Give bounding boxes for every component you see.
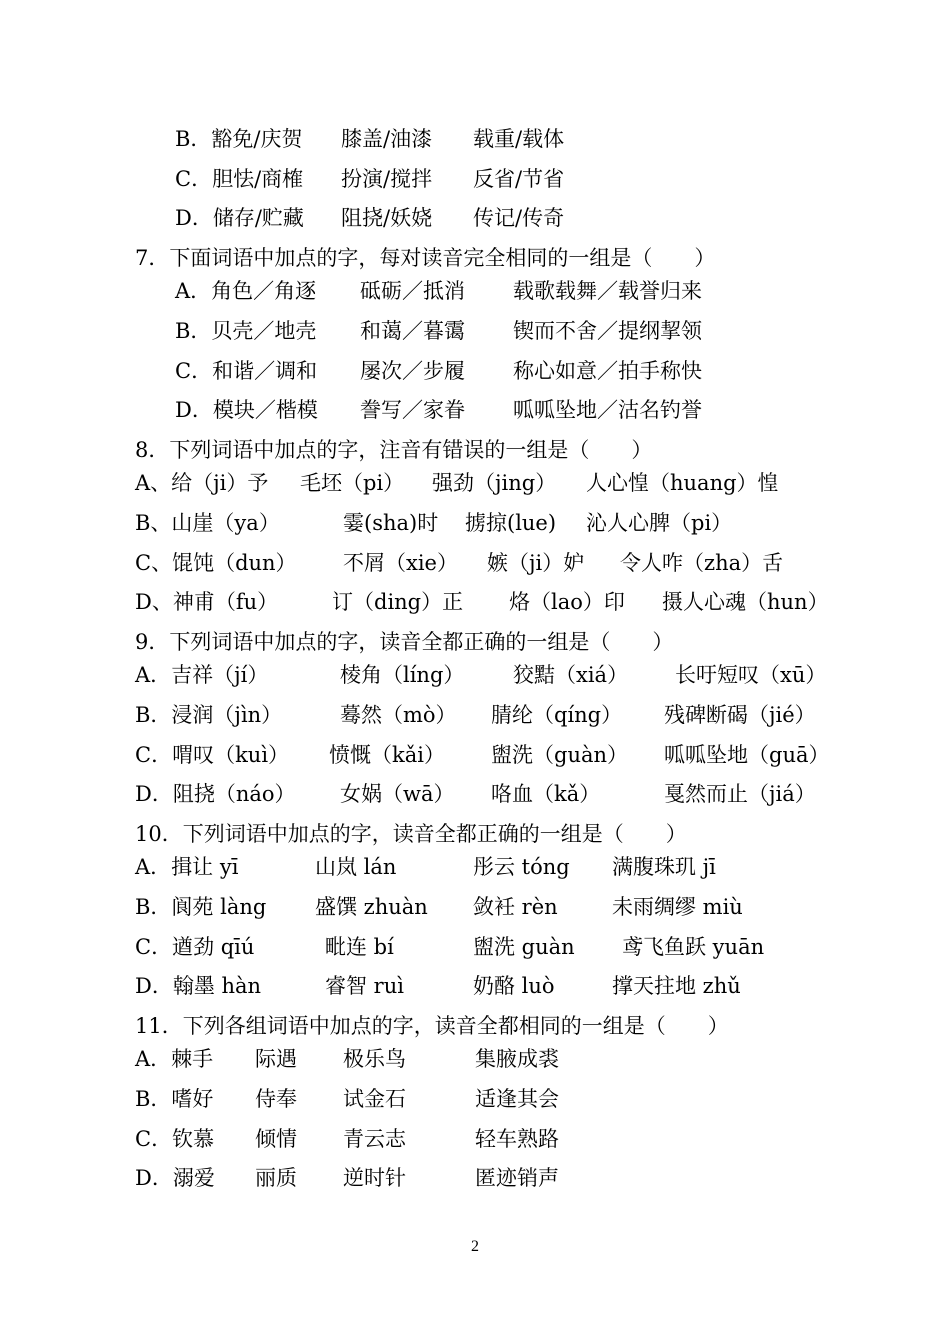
q11-c-item-1: C．钦慕 xyxy=(135,1127,215,1151)
q10-d-item-3: 奶酪 luò xyxy=(473,974,555,998)
q9-a-item-2: 棱角（líng） xyxy=(340,663,465,687)
q9-c-item-2: 愤慨（kǎi） xyxy=(329,743,445,767)
q8-a-item-2: 毛坯（pi） xyxy=(300,471,405,495)
q8-d-item-2: 订（ding）正 xyxy=(332,590,464,614)
q9-stem: 9．下列词语中加点的字，读音全都正确的一组是（ ） xyxy=(135,630,674,654)
page-number: 2 xyxy=(471,1238,479,1255)
q8-d-item-1: D、神甫（fu） xyxy=(135,590,279,614)
q8-c-item-4: 令人咋（zha）舌 xyxy=(620,551,784,575)
q10-a-item-1: A．揖让 yī xyxy=(135,855,239,879)
q10-c-item-3: 盥洗 guàn xyxy=(473,935,575,959)
q8-c-item-2: 不屑（xie） xyxy=(343,551,458,575)
q6-d-item-3: 传记/传奇 xyxy=(473,206,565,230)
q11-a-item-3: 极乐鸟 xyxy=(343,1047,406,1071)
q9-c-item-3: 盥洗（guàn） xyxy=(491,743,629,767)
q10-d-item-1: D．翰墨 hàn xyxy=(135,974,262,998)
q7-d-item-1: D．模块／楷模 xyxy=(175,398,318,422)
q11-a-item-1: A．棘手 xyxy=(135,1047,214,1071)
q7-b-item-3: 锲而不舍／提纲挈领 xyxy=(513,319,702,343)
q11-d-item-4: 匿迹销声 xyxy=(475,1166,559,1190)
q8-stem: 8．下列词语中加点的字，注音有错误的一组是（ ） xyxy=(135,438,653,462)
q7-d-item-3: 呱呱坠地／沽名钓誉 xyxy=(513,398,702,422)
q6-b-item-1: B．豁免/庆贺 xyxy=(175,127,303,151)
q11-a-item-4: 集腋成裘 xyxy=(475,1047,559,1071)
q10-b-item-2: 盛馔 zhuàn xyxy=(315,895,428,919)
q9-a-item-1: A．吉祥（jí） xyxy=(135,663,269,687)
q10-a-item-4: 满腹珠玑 jī xyxy=(612,855,716,879)
q7-c-item-3: 称心如意／拍手称快 xyxy=(513,359,702,383)
q11-c-item-4: 轻车熟路 xyxy=(475,1127,559,1151)
q11-b-item-1: B．嗜好 xyxy=(135,1087,214,1111)
q7-a-item-1: A．角色／角逐 xyxy=(175,279,317,303)
q9-a-item-4: 长吁短叹（xū） xyxy=(675,663,827,687)
q9-a-item-3: 狡黠（xiá） xyxy=(513,663,629,687)
q9-d-item-2: 女娲（wā） xyxy=(340,782,455,806)
q9-d-item-4: 戛然而止（jiá） xyxy=(664,782,816,806)
q9-d-item-1: D．阻挠（náo） xyxy=(135,782,296,806)
q8-a-item-4: 人心惶（huang）惶 xyxy=(586,471,779,495)
q6-b-item-3: 载重/载体 xyxy=(473,127,565,151)
q11-b-item-2: 侍奉 xyxy=(255,1087,297,1111)
q10-c-item-1: C．遒劲 qīú xyxy=(135,935,255,959)
q10-b-item-4: 未雨绸缪 miù xyxy=(612,895,743,919)
q8-b-item-2: 霎(sha)时 xyxy=(343,511,439,535)
q8-d-item-4: 摄人心魂（hun） xyxy=(662,590,829,614)
q9-c-item-1: C．喟叹（kuì） xyxy=(135,743,290,767)
q7-stem: 7．下面词语中加点的字，每对读音完全相同的一组是（ ） xyxy=(135,246,716,270)
q11-b-item-4: 适逢其会 xyxy=(475,1087,559,1111)
q7-d-item-2: 誊写／家眷 xyxy=(360,398,465,422)
q9-b-item-4: 残碑断碣（jié） xyxy=(664,703,816,727)
q10-a-item-2: 山岚 lán xyxy=(315,855,397,879)
q10-b-item-3: 敛衽 rèn xyxy=(473,895,558,919)
q11-c-item-2: 倾情 xyxy=(255,1127,297,1151)
q8-c-item-3: 嫉（ji）妒 xyxy=(487,551,585,575)
q10-d-item-4: 撑天拄地 zhǔ xyxy=(612,974,741,998)
q8-b-item-3: 掳掠(lue) xyxy=(465,511,557,535)
q11-a-item-2: 际遇 xyxy=(255,1047,297,1071)
q7-a-item-2: 砥砺／抵消 xyxy=(360,279,465,303)
q7-c-item-1: C．和谐／调和 xyxy=(175,359,318,383)
q7-a-item-3: 载歌载舞／载誉归来 xyxy=(513,279,702,303)
q11-d-item-2: 丽质 xyxy=(255,1166,297,1190)
q11-d-item-3: 逆时针 xyxy=(343,1166,406,1190)
q11-d-item-1: D．溺爱 xyxy=(135,1166,215,1190)
q10-d-item-2: 睿智 ruì xyxy=(325,974,404,998)
q10-stem: 10．下列词语中加点的字，读音全都正确的一组是（ ） xyxy=(135,822,687,846)
q11-b-item-3: 试金石 xyxy=(343,1087,406,1111)
q8-b-item-4: 沁人心脾（pi） xyxy=(586,511,733,535)
q11-c-item-3: 青云志 xyxy=(343,1127,406,1151)
q6-b-item-2: 膝盖/油漆 xyxy=(341,127,433,151)
q7-b-item-2: 和蔼／暮霭 xyxy=(360,319,465,343)
q8-a-item-3: 强劲（jing） xyxy=(432,471,557,495)
q6-c-item-2: 扮演/搅拌 xyxy=(341,167,433,191)
q6-d-item-2: 阻挠/妖娆 xyxy=(341,206,433,230)
q10-b-item-1: B．阆苑 làng xyxy=(135,895,267,919)
q9-b-item-2: 蓦然（mò） xyxy=(340,703,457,727)
q8-b-item-1: B、山崖（ya） xyxy=(135,511,280,535)
q9-b-item-1: B．浸润（jìn） xyxy=(135,703,283,727)
q9-c-item-4: 呱呱坠地（guā） xyxy=(664,743,830,767)
q8-c-item-1: C、馄饨（dun） xyxy=(135,551,297,575)
q9-b-item-3: 腈纶（qíng） xyxy=(491,703,623,727)
q7-c-item-2: 屡次／步履 xyxy=(360,359,465,383)
q10-c-item-2: 毗连 bí xyxy=(325,935,394,959)
q10-a-item-3: 彤云 tóng xyxy=(473,855,570,879)
q10-c-item-4: 鸢飞鱼跃 yuān xyxy=(622,935,765,959)
q8-a-item-1: A、给（ji）予 xyxy=(135,471,269,495)
q8-d-item-3: 烙（lao）印 xyxy=(509,590,625,614)
q6-d-item-1: D．储存/贮藏 xyxy=(175,206,304,230)
q9-d-item-3: 咯血（kǎ） xyxy=(491,782,601,806)
q7-b-item-1: B．贝壳／地壳 xyxy=(175,319,317,343)
q6-c-item-1: C．胆怯/商榷 xyxy=(175,167,304,191)
q11-stem: 11．下列各组词语中加点的字，读音全都相同的一组是（ ） xyxy=(135,1014,729,1038)
q6-c-item-3: 反省/节省 xyxy=(473,167,565,191)
